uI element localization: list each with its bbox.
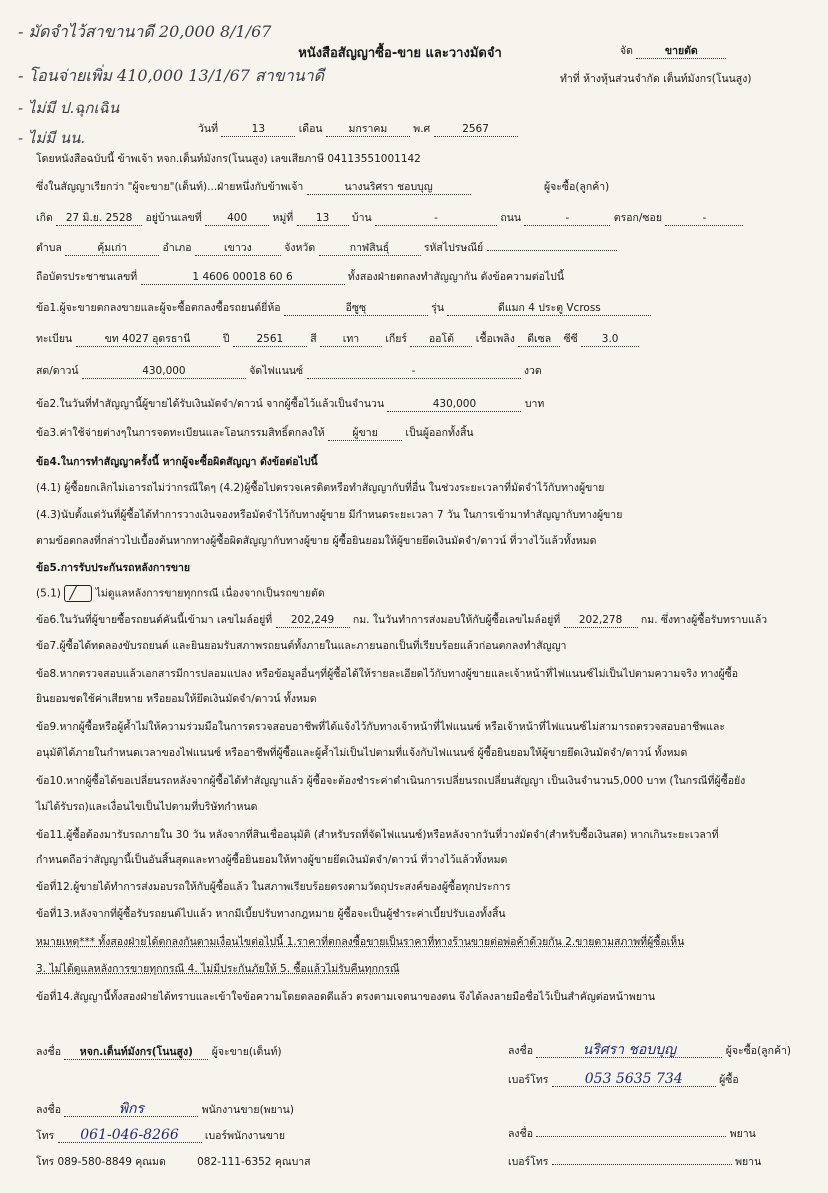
clause-5-heading: ข้อ5.การรับประกันรถหลังการขาย [36, 562, 191, 574]
clause-12: ข้อที่12.ผู้ขายได้ทำการส่งมอบรถให้กับผู้ซื้อแล้ว ในสภาพเรียบร้อยตรงตามวัตถุประสงค์ของผู้ซื้อทุกประการ [36, 881, 511, 893]
handwritten-note-2: - โอนจ่ายเพิ่ม 410,000 13/1/67 สาขานาดี [18, 66, 325, 85]
car-price: สด/ดาวน์ 430,000 จัดไฟแนนซ์ - งวด [36, 365, 542, 377]
handwritten-note-1: - มัดจำไว้สาขานาดี 20,000 8/1/67 [18, 22, 272, 41]
staff-phone: 061-046-8266 [58, 1128, 202, 1143]
buyer-signature-line: ลงชื่อ นริศรา ชอบบุญ ผู้จะซื้อ(ลูกค้า) [508, 1042, 791, 1058]
address-line-1: เกิด 27 มิ.ย. 2528 อยู่บ้านเลขที่ 400 หมู่ที่ 13 บ้าน - ถนน - ตรอก/ซอย - [36, 211, 796, 226]
clause-3: ข้อ3.ค่าใช้จ่ายต่างๆในการจดทะเบียนและโอนกรรมสิทธิ์ตกลงให้ ผู้ขาย เป็นผู้ออกทั้งสิ้น [36, 427, 474, 439]
id-line: ถือบัตรประชาชนเลขที่ 1 4606 00018 60 6 ทั้งสองฝ่ายตกลงทำสัญญากัน ดังข้อความต่อไปนี้ [36, 271, 565, 283]
contract-place: ทำที่ ห้างหุ้นส่วนจำกัด เต็นท์มังกร(โนนสูง) [560, 73, 752, 85]
clause-9-a: ข้อ9.หากผู้ซื้อหรือผู้ค้ำไม่ให้ความร่วมมือในการตรวจสอบอาชีพที่ได้แจ้งไว้กับทางเจ้าหน้าที่ไฟแนนซ์ หรือเจ้าหน้าที่ไฟแนนซ์ไม่สามารถตรวจสอบอาชีพและ [36, 721, 725, 733]
handwritten-note-4: - ไม่มี นน. [18, 129, 86, 147]
staff-signature-line: ลงชื่อ พิกร พนักงานขาย(พยาน) [36, 1101, 294, 1117]
contract-type: จัด ขายตัด [620, 44, 800, 59]
clause-11-b: กำหนดถือว่าสัญญานี้เป็นอันสิ้นสุดและทางผู้ซื้อยินยอมให้ทางผู้ขายยึดเงินมัดจำ/ดาวน์ ที่วางไว้แล้วทั้งหมด [36, 854, 508, 866]
clause-11-a: ข้อ11.ผู้ซื้อต้องมารับรถภายใน 30 วัน หลังจากที่สินเชื่ออนุมัติ (สำหรับรถที่จัดไฟแนนซ์)หรือหลังจากวันที่วางมัดจำ(สำหรับซื้อเงินสด) หากเกินระยะเวลาที่ [36, 829, 719, 841]
clause-7: ข้อ7.ผู้ซื้อได้ทดลองขับรถยนต์ และยินยอมรับสภาพรถยนต์ทั้งภายในและภายนอกเป็นที่เรียบร้อยแล้วก่อนตกลงทำสัญญา [36, 640, 567, 652]
clause-10-a: ข้อ10.หากผู้ซื้อได้ขอเปลี่ยนรถหลังจากผู้ซื้อได้ทำสัญญาแล้ว ผู้ซื้อจะต้องชำระค่าดำเนินการเปลี่ยนรถเปลี่ยนสัญญา เป็นเงินจำนวน5,000 บาท (ในกรณีที่ผู้ซื้อยัง [36, 775, 746, 787]
car-details: ทะเบียน ขท 4027 อุดรธานี ปี 2561 สี เทา เกียร์ ออโต้ เชื้อเพลิง ดีเซล ซีซี 3.0 [36, 332, 796, 347]
clause-1-car: ข้อ1.ผู้จะขายตกลงขายและผู้จะซื้อตกลงซื้อรถยนต์ยี่ห้อ อีซูซุ รุ่น ดีแมก 4 ประตู Vcross [36, 301, 796, 316]
clause-8-b: ยินยอมชดใช้ค่าเสียหาย หรือยอมให้ยึดเงินมัดจำ/ดาวน์ ทั้งหมด [36, 693, 317, 705]
check-mark-icon: ╱ [69, 586, 78, 601]
remark-line-2: 3. ไม่ได้ดูแลหลังการขายทุกกรณี 4. ไม่มีประกันภัยให้ 5. ซื้อแล้วไม่รับคืนทุกกรณี [36, 963, 400, 975]
address-line-2: ตำบล คุ้มเก่า อำเภอ เขาวง จังหวัด กาฬสินธุ์ รหัสไปรษณีย์ [36, 241, 796, 256]
footer-phones: โทร 089-580-8849 คุณมด 082-111-6352 คุณบาส [36, 1156, 311, 1168]
seller-signature-line: ลงชื่อ หจก.เต็นท์มังกร(โนนสูง) ผู้จะขาย(เต็นท์) [36, 1046, 282, 1058]
intro-line: โดยหนังสือฉบับนี้ ข้าพเจ้า หจก.เต็นท์มังกร(โนนสูง) เลขเสียภาษี 04113551001142 [36, 153, 421, 165]
buyer-phone-line: เบอร์โทร 053 5635 734 ผู้ซื้อ [508, 1071, 739, 1087]
contract-date: วันที่ 13 เดือน มกราคม พ.ศ 2567 [198, 122, 618, 137]
witness-phone-line: เบอร์โทร พยาน [508, 1156, 762, 1168]
witness-signature-line: ลงชื่อ พยาน [508, 1128, 756, 1140]
clause-13: ข้อที่13.หลังจากที่ผู้ซื้อรับรถยนต์ไปแล้ว หากมีเบี้ยปรับทางกฎหมาย ผู้ซื้อจะเป็นผู้ชำระค่าเบี้ยปรับเองทั้งสิ้น [36, 908, 506, 920]
document-title: หนังสือสัญญาซื้อ-ขาย และวางมัดจำ [298, 46, 502, 61]
clause-2: ข้อ2.ในวันที่ทำสัญญานี้ผู้ขายได้รับเงินมัดจำ/ดาวน์ จากผู้ซื้อไว้แล้วเป็นจำนวน 430,000 บาท [36, 398, 545, 410]
clause-4-3: (4.3)นับตั้งแต่วันที่ผู้ซื้อได้ทำการวางเงินจองหรือมัดจำไว้กับทางผู้ขาย มีกำหนดระยะเวลา 7 วัน ในการเข้ามาทำสัญญากับทางผู้ขาย [36, 509, 623, 521]
buyer-phone: 053 5635 734 [552, 1072, 716, 1087]
staff-phone-line: โทร 061-046-8266 เบอร์พนักงานขาย [36, 1127, 285, 1143]
clause-8-a: ข้อ8.หากตรวจสอบแล้วเอกสารมีการปลอมแปลง หรือข้อมูลอื่นๆที่ผู้ซื้อได้ให้รายละเอียดไว้กับทางผู้ขายและเจ้าหน้าที่ไฟแนนซ์ไม่เป็นไปตามความจริง ทางผู้ซื้อ [36, 668, 739, 680]
clause-4-1: (4.1) ผู้ซื้อยกเลิกไม่เอารถไม่ว่ากรณีใดๆ (4.2)ผู้ซื้อไปตรวจเครดิตหรือทำสัญญากับที่อื่น ในช่วงระยะเวลาที่มัดจำไว้กับทางผู้ขาย [36, 482, 605, 494]
buyer-line: ซึ่งในสัญญาเรียกว่า "ผู้จะขาย"(เต็นท์)...ฝ่ายหนึ่งกับข้าพเจ้า นางนริศรา ชอบบุญ ผู้จะซื้อ(ลูกค้า) [36, 181, 610, 193]
clause-6: ข้อ6.ในวันที่ผู้ขายซื้อรถยนต์คันนี้เข้ามา เลขไมล์อยู่ที่ 202,249 กม. ในวันทำการส่งมอบให้กับผู้ซื้อเลขไมล์อยู่ที่ 202,278 กม. ซึ่งทางผู้ซื้อรับทราบแล้ว [36, 614, 768, 626]
clause-14: ข้อที่14.สัญญานี้ทั้งสองฝ่ายได้ทราบและเข้าใจข้อความโดยตลอดดีแล้ว ตรงตามเจตนาของตน จึงได้ลงลายมือชื่อไว้เป็นสำคัญต่อหน้าพยาน [36, 991, 656, 1003]
clause-4-tail: ตามข้อตกลงที่กล่าวไปเบื้องต้นหากทางผู้ซื้อผิดสัญญากับทางผู้ขาย ผู้ซื้อยินยอมให้ผู้ขายยึดเงินมัดจำ/ดาวน์ ที่วางไว้แล้วทั้งหมด [36, 535, 597, 547]
buyer-signature: นริศรา ชอบบุญ [536, 1043, 722, 1058]
clause-10-b: ไม่ได้รับรถ)และเงื่อนไขเป็นไปตามที่บริษัทกำหนด [36, 801, 258, 813]
handwritten-note-3: - ไม่มี ป.ฉุกเฉิน [18, 99, 120, 117]
clause-9-b: อนุมัติได้ภายในกำหนดเวลาของไฟแนนซ์ หรืออาชีพที่ผู้ซื้อและผู้ค้ำไม่เป็นไปตามที่แจ้งกับไฟแนนซ์ ผู้ซื้อยินยอมให้ผู้ขายยึดเงินมัดจำ/ดาวน์ ทั้งหมด [36, 747, 688, 759]
remark-line-1: หมายเหตุ*** ทั้งสองฝ่ายได้ตกลงกันตามเงื่อนไขต่อไปนี้ 1.ราคาที่ตกลงซื้อขายเป็นราคาที่ทางร้านขายต่อพ่อค้าด้วยกัน 2.ขายตามสภาพที่ผู้ซื้อเห็น [36, 936, 685, 948]
warranty-checkbox [64, 585, 92, 602]
clause-4-heading: ข้อ4.ในการทำสัญญาครั้งนี้ หากผู้จะซื้อผิดสัญญา ดังข้อต่อไปนี้ [36, 456, 318, 468]
staff-signature: พิกร [64, 1102, 198, 1117]
clause-5-1: (5.1) ╱ ไม่ดูแลหลังการขายทุกกรณี เนื่องจากเป็นรถขายตัด [36, 586, 325, 601]
